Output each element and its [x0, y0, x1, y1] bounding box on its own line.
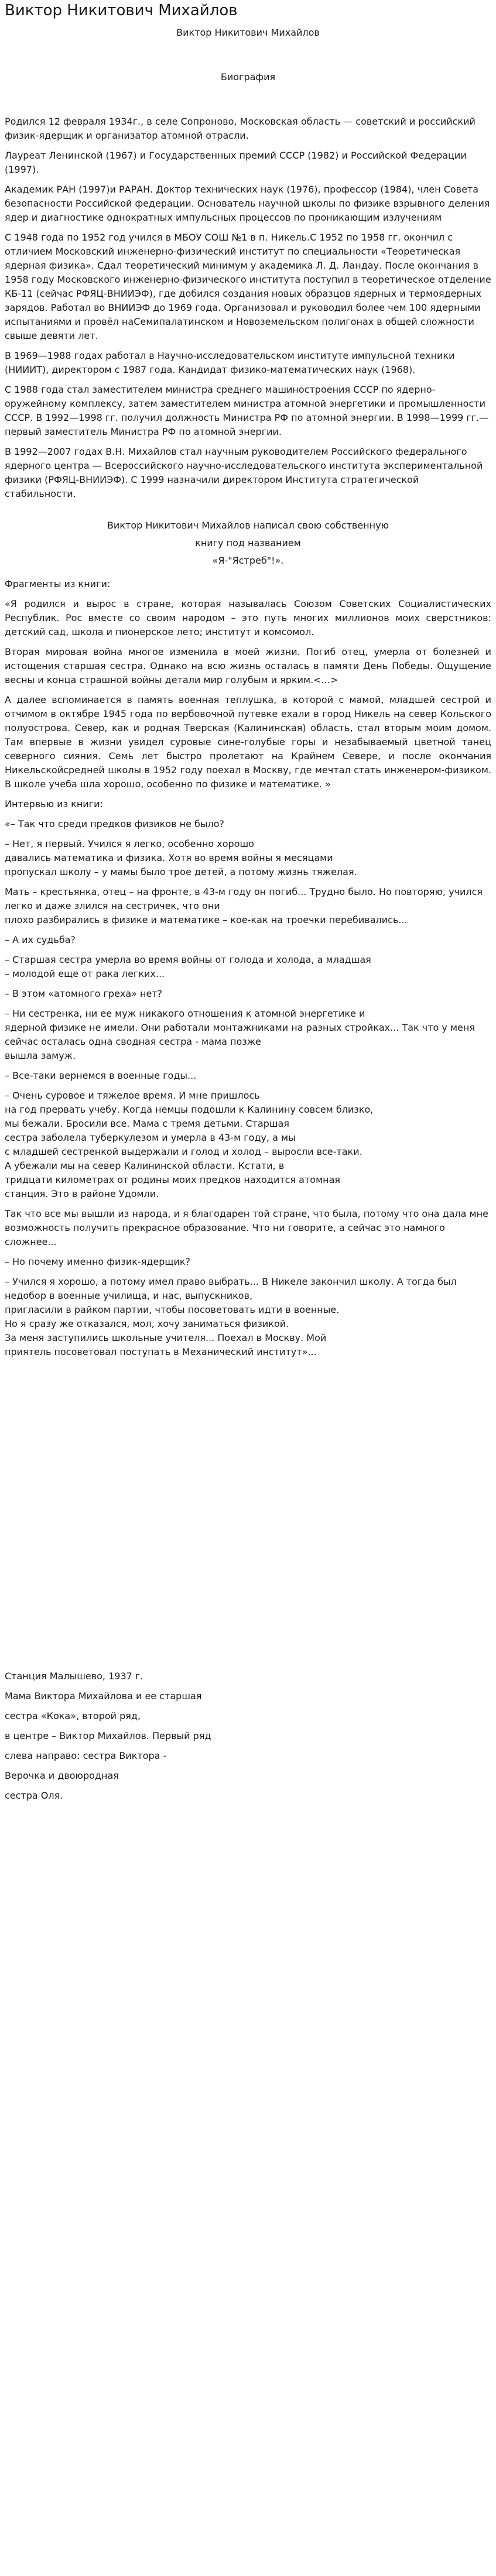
caption-line: Мама Виктора Михайлова и ее старшая — [5, 1690, 202, 1702]
interview-answer — [5, 1089, 491, 1201]
photo-placeholder — [5, 1365, 491, 1669]
interview-line: сестра заболела туберкулезом и умерла в 43-м году, а мы — [5, 1131, 296, 1143]
interview-line: Так что все мы вышли из народа, и я благодарен той стране, что была, потому что она дала мне возможность получить прекрасное образование. Что ни говорите, а сейчас это намного сложнее... — [5, 1208, 488, 1247]
interview-line: пригласили в райком партии, чтобы посоветовать идти в военные. — [5, 1304, 340, 1315]
fragment-paragraph: «Я родился и вырос в стране, которая называлась Союзом Советских Социалистических Республик. Рос вместе со своим народом – это путь многих миллионов моих сверстников: детский сад, школа и пионерское лето; институт и комсомол. — [5, 598, 491, 637]
interview-line: станция. Это в районе Удомли. — [5, 1188, 159, 1199]
book-title: «Я-"Ястреб"!». — [212, 554, 284, 566]
interview-line: – Ни сестренка, ни ее муж никакого отношения к атомной энергетике и — [5, 1007, 365, 1019]
fragments-heading: Фрагменты из книги: — [5, 578, 111, 589]
book-note-line: книгу под названием — [195, 537, 301, 548]
interview-answer — [5, 885, 491, 927]
caption-line: Станция Малышево, 1937 г. — [5, 1670, 143, 1682]
interview-line: – Все-таки вернемся в военные годы... — [5, 1069, 197, 1081]
article-subtitle: Виктор Никитович Михайлов — [176, 26, 320, 38]
page-title: Виктор Никитович Михайлов — [5, 2, 238, 19]
interview-line: плохо разбирались в физике и математике – кое-как на троечки перебивались... — [5, 914, 408, 925]
book-note — [5, 519, 491, 568]
bio-paragraph: В 1969—1988 годах работал в Научно-исследовательском институте импульсной техники (НИИИТ), директором с 1987 года. Кандидат физико-математических наук (1968). — [5, 349, 455, 375]
interview-question — [5, 987, 491, 1001]
interview-line: давались математика и физика. Хотя во время войны я месяцами — [5, 852, 333, 863]
interview-line: – молодой еще от рака легких... — [5, 968, 165, 979]
interview-question — [5, 933, 491, 947]
interview-line: вышла замуж. — [5, 1049, 76, 1061]
bio-paragraph: В 1992—2007 годах В.Н. Михайлов стал научным руководителем Российского федерального ядерного центра — Всероссийского научно-исследовательского института экспериментальной физики (РФЯЦ-ВНИИЭФ). С 1999 назначили директором Института стратегической стабильности. — [5, 445, 483, 499]
interview-line: пропускал школу – у мамы было трое детей, а потому жизнь тяжелая. — [5, 866, 357, 877]
section-heading-biography: Биография — [220, 71, 276, 83]
photo-caption — [5, 1669, 491, 1803]
interview-line: Но я сразу же отказался, мол, хочу заниматься физикой. — [5, 1318, 289, 1329]
interview-line: За меня заступились школьные учителя... Поехал в Москву. Мой — [5, 1332, 327, 1343]
interview-question — [5, 1069, 491, 1083]
biography-section — [5, 115, 491, 501]
interview-section — [5, 797, 491, 1359]
interview-line: тридцати километрах от родины моих предков находится атомная — [5, 1174, 341, 1185]
interview-answer — [5, 1007, 491, 1063]
caption-line: в центре – Виктор Михайлов. Первый ряд — [5, 1730, 211, 1741]
caption-line: сестра «Кока», второй ряд, — [5, 1710, 141, 1721]
interview-line: – Учился я хорошо, а потому имел право выбрать... В Никеле закончил школу. А тогда был недобор в военные училища, и нас, выпускников, — [5, 1275, 457, 1301]
interview-line: «– Так что среди предков физиков не было? — [5, 818, 225, 829]
bio-paragraph: С 1948 года по 1952 год учился в МБОУ СОШ №1 в п. Никель.С 1952 по 1958 гг. окончил с отличием Московский инженерно-физический институт по специальности «Теоретическая ядерная физика». Сдал теоретический минимум у академика Л. Д. Ландау. После окончания в 1958 году Московского инженерно-физического института поступил в теоретическое отделение КБ-11 (сейчас РФЯЦ-ВНИИЭФ), где добился создания новых образцов ядерных и термоядерных зарядов. Работал во ВНИИЭФ до 1969 года. Организовал и руководил более чем 100 ядерными испытаниями и провёл наСемипалатинском и Новоземельском полигонах в общей сложности свыше девяти лет. — [5, 231, 491, 341]
interview-line: на год прервать учебу. Когда немцы подошли к Калинину совсем близко, — [5, 1103, 374, 1115]
page — [0, 1, 496, 1803]
interview-heading: Интервью из книги: — [5, 798, 103, 809]
fragment-paragraph: А далее вспоминается в память военная теплушка, в которой с мамой, младшей сестрой и отчимом в октябре 1945 года по вербовочной путевке ехали в город Никель на север Кольского полуострова. Север, как и родная Тверская (Калининская) область, стал вторым моим домом. Там впервые в жизни увидел суровые сине-голубые горы и незабываемый цветной танец северного сияния. Семь лет быстро пролетают на Крайнем Севере, и после окончания Никельскойсредней школы в 1952 году поехал в Москву, где мечтал стать инженером-физиком. В школе учеба шла хорошо, особенно по физике и математике. » — [5, 694, 491, 790]
interview-line: – Нет, я первый. Учился я легко, особенно хорошо — [5, 838, 254, 849]
bio-paragraph: Родился 12 февраля 1934г., в селе Сопроново, Московская область — советский и российский физик-ядерщик и организатор атомной отрасли. — [5, 115, 476, 141]
bio-paragraph: С 1988 года стал заместителем министра среднего машиностроения СССР по ядерно-оружейному комплексу, затем заместителем министра атомной энергетики и промышленности СССР. В 1992—1998 гг. получил должность Министра РФ по атомной энергии. В 1998—1999 гг.— первый заместитель Министра РФ по атомной энергии. — [5, 383, 489, 437]
interview-line: – В этом «атомного греха» нет? — [5, 987, 163, 999]
caption-line: сестра Оля. — [5, 1789, 63, 1801]
interview-line: – Очень суровое и тяжелое время. И мне пришлось — [5, 1089, 260, 1101]
caption-line: Верочка и двоюродная — [5, 1769, 119, 1781]
interview-question — [5, 817, 491, 831]
bio-paragraph: Лауреат Ленинской (1967) и Государственных премий СССР (1982) и Российской Федерации (1997). — [5, 149, 467, 175]
interview-line: с младшей сестренкой выдержали и голод и холод – выросли все-таки. — [5, 1145, 362, 1157]
bio-paragraph: Академик РАН (1997)и РАРАН. Доктор технических наук (1976), профессор (1984), член Совета безопасности Российской федерации. Основатель научной школы по физике взрывного деления ядер и диагностике однократных импульсных процессов по проникающим излучениям — [5, 183, 490, 223]
book-note-line: Виктор Никитович Михайлов написал свою собственную — [107, 519, 389, 531]
interview-line: – Но почему именно физик-ядерщик? — [5, 1256, 191, 1267]
interview-line: мы бежали. Бросили все. Мама с тремя детьми. Старшая — [5, 1117, 289, 1129]
interview-answer — [5, 837, 491, 879]
interview-question — [5, 1255, 491, 1269]
interview-line: ядерной физике не имели. Они работали монтажниками на разных стройках... Так что у меня сейчас осталась одна сводная сестра - мама позже — [5, 1021, 475, 1047]
interview-answer — [5, 1275, 491, 1359]
caption-line: слева направо: сестра Виктора - — [5, 1750, 167, 1761]
interview-answer — [5, 1207, 491, 1249]
interview-line: приятель посоветовал поступать в Механический институт»... — [5, 1346, 317, 1357]
interview-line: Мать – крестьянка, отец – на фронте, в 43-м году он погиб... Трудно было. Но повторяю, учился легко и даже злился на сестричек, что они — [5, 886, 483, 911]
fragments-section — [5, 577, 491, 791]
interview-answer — [5, 953, 491, 981]
interview-line: А убежали мы на север Калининской области. Кстати, в — [5, 1160, 285, 1171]
interview-line: – Старшая сестра умерла во время войны от голода и холода, а младшая — [5, 953, 371, 965]
fragment-paragraph: Вторая мировая война многое изменила в моей жизни. Погиб отец, умерла от болезней и истощения старшая сестра. Однако на всю жизнь осталась в памяти День Победы. Ощущение весны и конца страшной войны детали мир голубым и ярким.<...> — [5, 646, 491, 685]
interview-line: – А их судьба? — [5, 934, 76, 945]
